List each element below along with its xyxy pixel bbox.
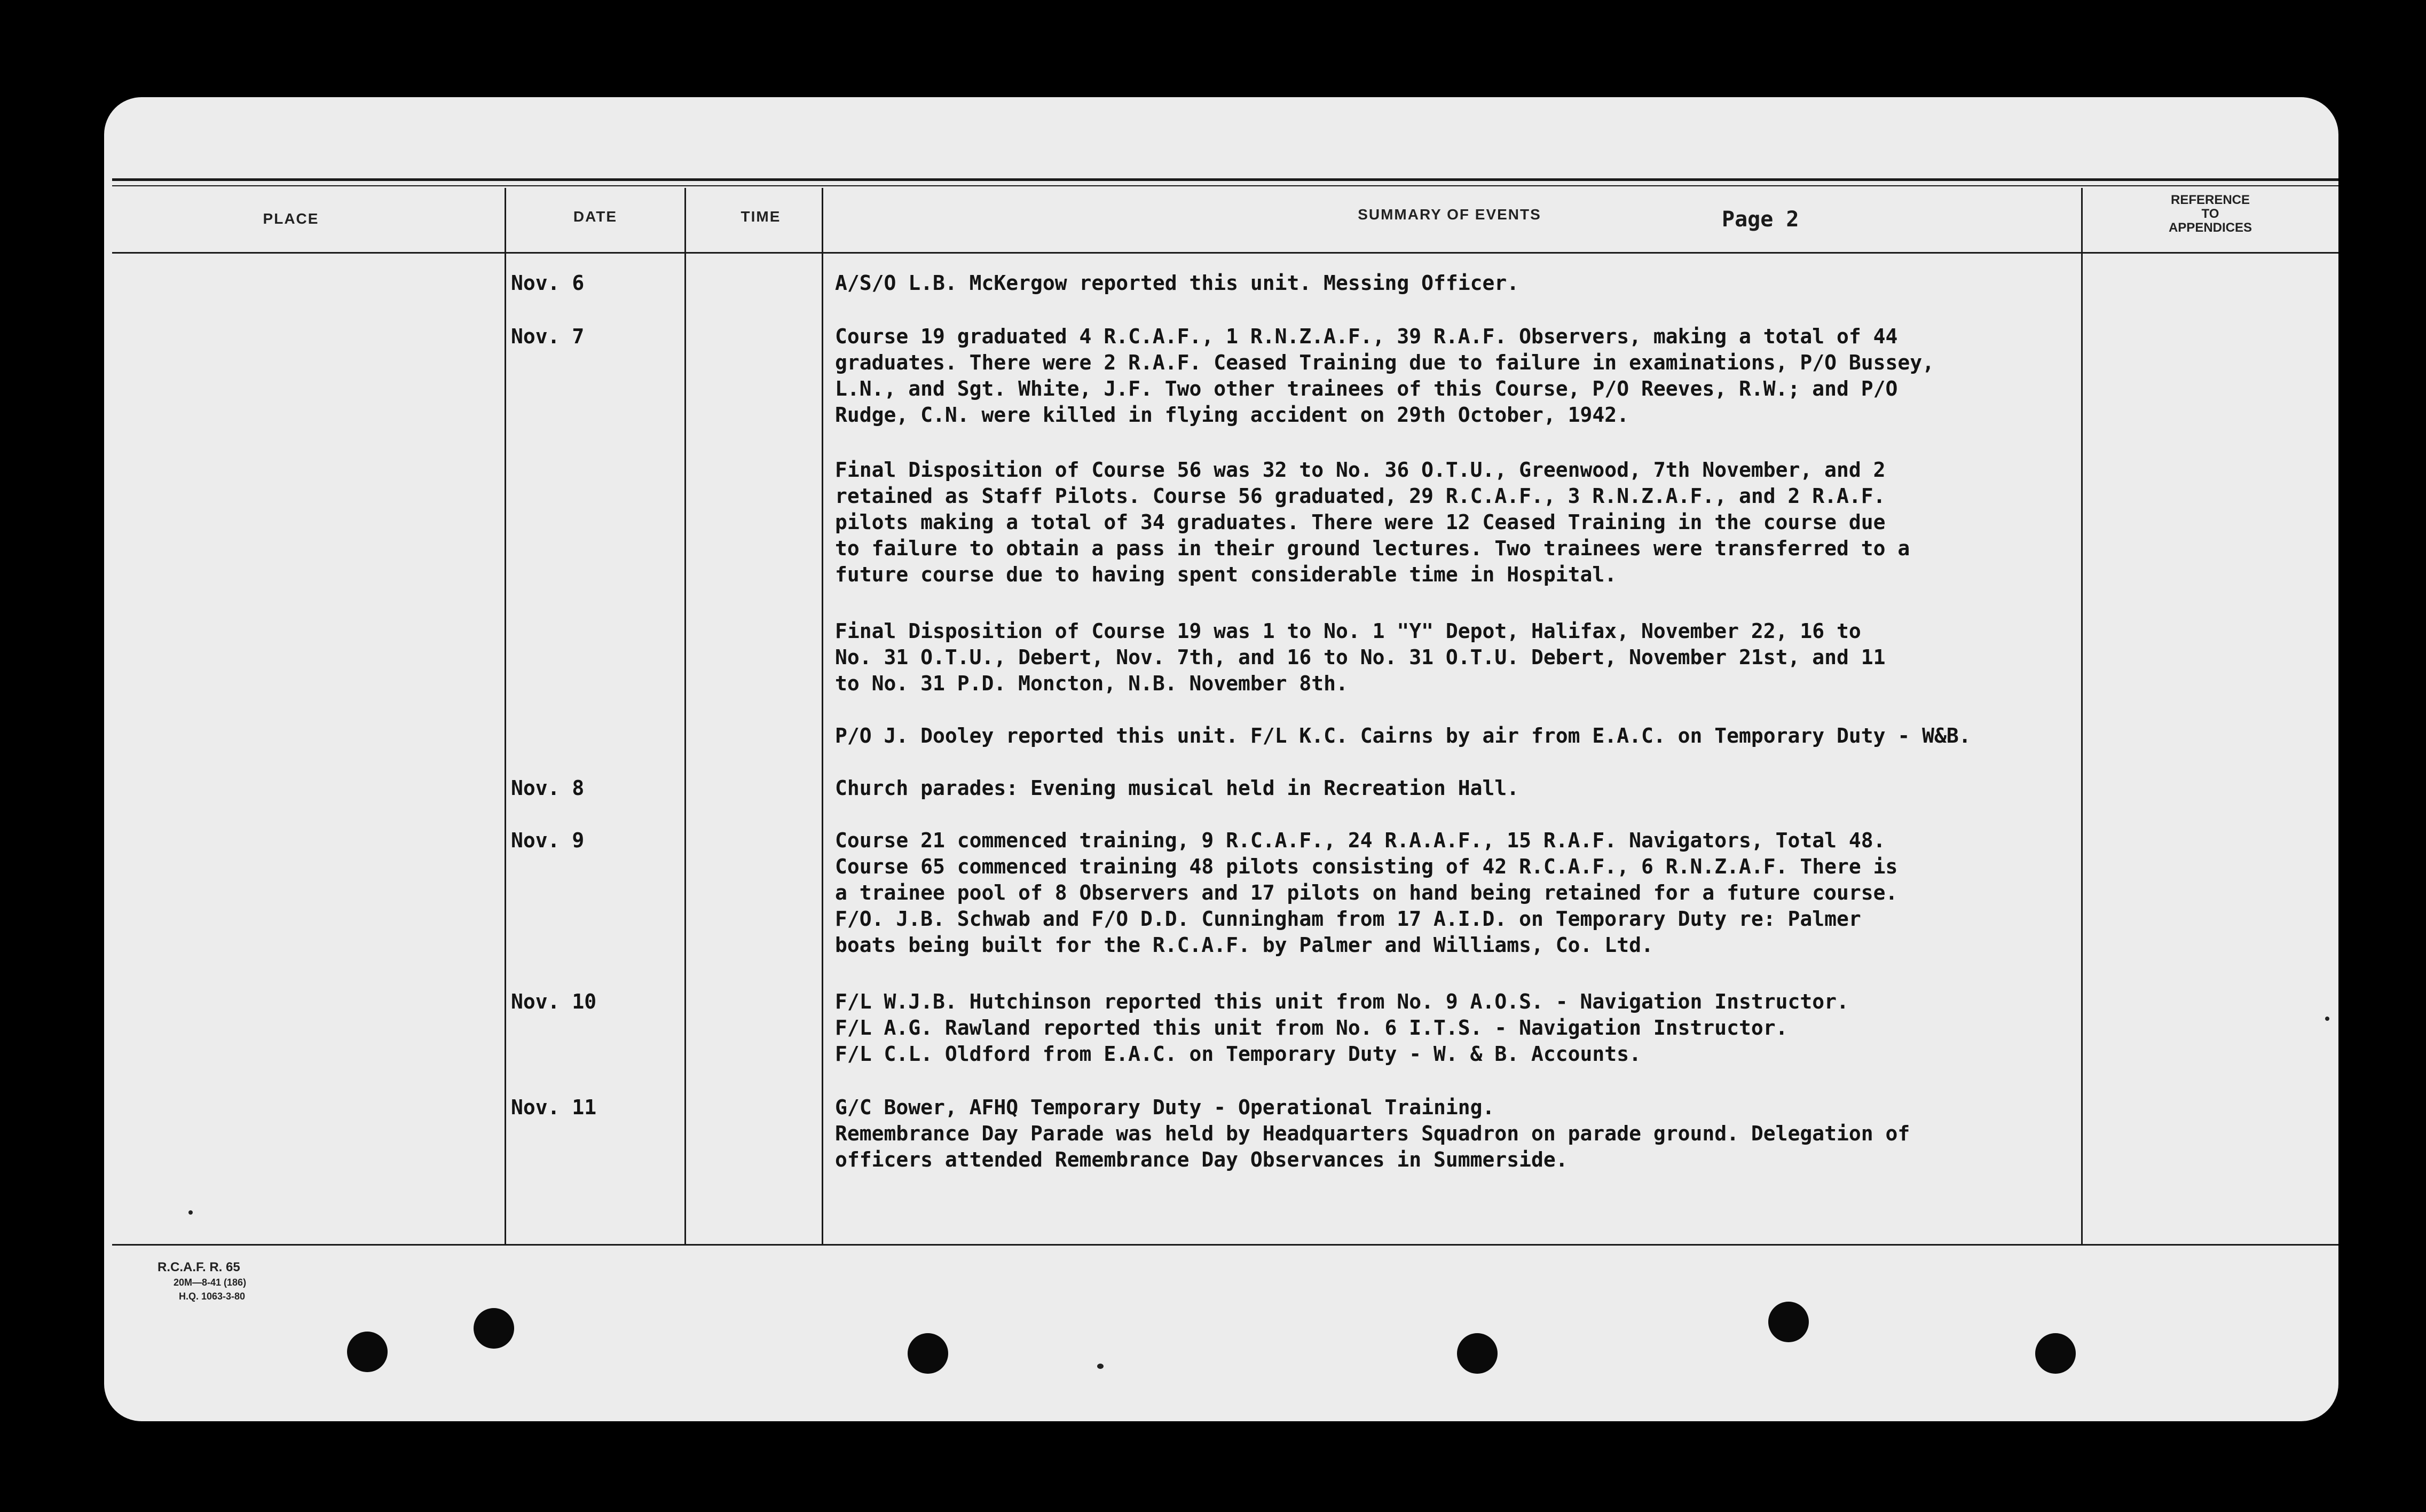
scan-speck: [2325, 1017, 2329, 1021]
binder-hole: [1457, 1333, 1498, 1374]
entry-text: Course 19 graduated 4 R.C.A.F., 1 R.N.Z.A.F., 39 R.A.F. Observers, making a total of 44 graduates. There were 2 R.A.F. Ceased Training due to failure in examinations, P/O Bussey, L.N., and Sgt. White, J.F. Two other trainees of this Course, P/O Reeves, R.W.; and P/O Rudge, C.N. were killed in flying accident on 29th October, 1942.: [835, 325, 1935, 427]
binder-hole: [474, 1308, 514, 1349]
form-print-code: 20M—8-41 (186): [174, 1277, 247, 1288]
entry-date: Nov. 6: [511, 271, 585, 295]
header-date: DATE: [573, 208, 618, 225]
entry-date: Nov. 7: [511, 325, 585, 348]
binder-hole: [1768, 1302, 1809, 1342]
header-reference-line2: TO: [2201, 207, 2219, 221]
diary-form-sheet: [104, 97, 2338, 1421]
header-rule: [112, 252, 2338, 254]
scan-speck: [1097, 1364, 1104, 1369]
binder-hole: [347, 1332, 388, 1372]
form-hq-code: H.Q. 1063-3-80: [179, 1291, 246, 1302]
header-reference: [2122, 193, 2298, 235]
binder-hole: [2035, 1333, 2076, 1374]
header-time: TIME: [741, 208, 781, 225]
entry-date: Nov. 11: [511, 1096, 597, 1119]
top-rule-thin: [112, 185, 2338, 186]
header-summary: SUMMARY OF EVENTS: [1358, 206, 1541, 223]
top-rule: [112, 178, 2338, 181]
header-place: PLACE: [263, 210, 319, 227]
entry-text: Final Disposition of Course 19 was 1 to No. 1 "Y" Depot, Halifax, November 22, 16 to No. 31 O.T.U., Debert, Nov. 7th, and 16 to No. 31 O.T.U. Debert, November 21st, and 11 to No. 31 P.D. Moncton, N.B. November 8th.: [835, 619, 1886, 695]
divider-date-time: [684, 188, 686, 1245]
page-number: Page 2: [1722, 207, 1799, 232]
bottom-rule: [112, 1244, 2338, 1246]
entry-text: Church parades: Evening musical held in Recreation Hall.: [835, 776, 1519, 800]
binder-hole: [908, 1333, 948, 1374]
entry-text: Final Disposition of Course 56 was 32 to No. 36 O.T.U., Greenwood, 7th November, and 2 retained as Staff Pilots. Course 56 graduated, 29 R.C.A.F., 3 R.N.Z.A.F., and 2 R.A.F. pilots making a total of 34 graduates. There were 12 Ceased Training in the course due to failure to obtain a pass in their ground lectures. Two trainees were transferred to a future course due to having spent considerable time in Hospital.: [835, 458, 1910, 586]
entry-text: P/O J. Dooley reported this unit. F/L K.C. Cairns by air from E.A.C. on Temporary Duty - W&B.: [835, 724, 1971, 747]
entry-text: F/L W.J.B. Hutchinson reported this unit from No. 9 A.O.S. - Navigation Instructor. F/L A.G. Rawland reported this unit from No. 6 I.T.S. - Navigation Instructor. F/L C.L. Oldford from E.A.C. on Temporary Duty - W. & B. Accounts.: [835, 990, 1849, 1066]
entry-date: Nov. 10: [511, 990, 597, 1013]
header-reference-line3: APPENDICES: [2168, 220, 2252, 235]
header-reference-line1: REFERENCE: [2170, 193, 2250, 207]
divider-place-date: [505, 188, 506, 1245]
entry-text: G/C Bower, AFHQ Temporary Duty - Operational Training. Remembrance Day Parade was held by Headquarters Squadron on parade ground. Delegation of officers attended Remembrance Day Observances in Summerside.: [835, 1096, 1910, 1171]
entry-text: A/S/O L.B. McKergow reported this unit. Messing Officer.: [835, 271, 1519, 295]
divider-time-summary: [822, 188, 823, 1245]
entry-text: Course 21 commenced training, 9 R.C.A.F., 24 R.A.A.F., 15 R.A.F. Navigators, Total 48. Course 65 commenced training 48 pilots consisting of 42 R.C.A.F., 6 R.N.Z.A.F. There is a trainee pool of 8 Observers and 17 pilots on hand being retained for a future course. F/O. J.B. Schwab and F/O D.D. Cunningham from 17 A.I.D. on Temporary Duty re: Palmer boats being built for the R.C.A.F. by Palmer and Williams, Co. Ltd.: [835, 829, 1898, 957]
entry-date: Nov. 9: [511, 829, 585, 852]
form-number: R.C.A.F. R. 65: [157, 1260, 240, 1274]
scan-speck: [188, 1210, 193, 1215]
entry-date: Nov. 8: [511, 776, 585, 800]
